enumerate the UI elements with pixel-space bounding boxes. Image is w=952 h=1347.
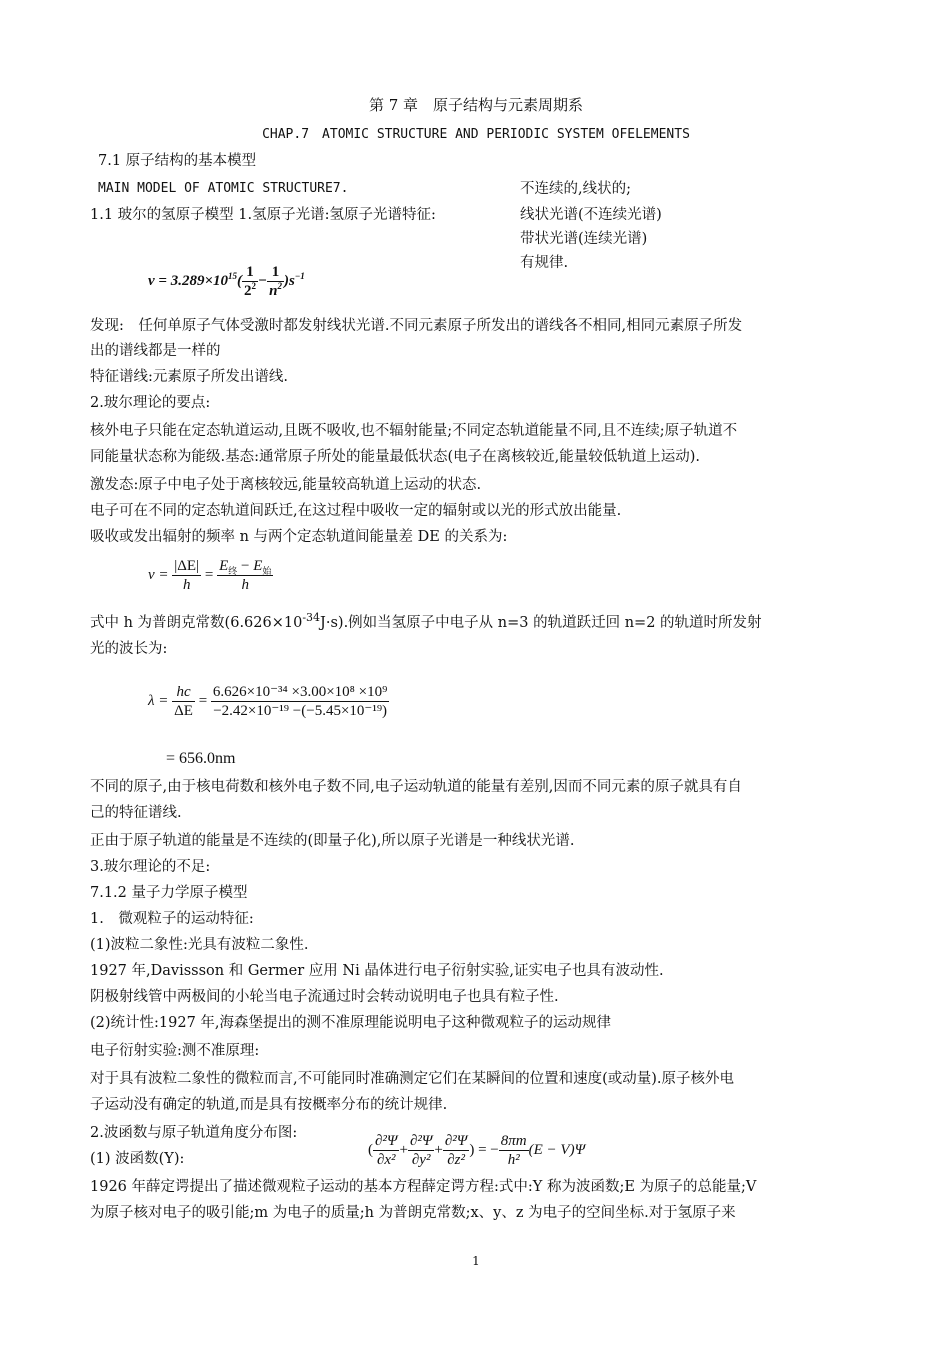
paragraph-line: 光的波长为: <box>90 641 168 657</box>
paragraph-line: 为原子核对电子的吸引能;m 为电子的质量;h 为普朗克常数;x、y、z 为电子的空间坐标.对于氢原子来 <box>90 1205 736 1221</box>
paragraph-line: (1) 波函数(Y): <box>90 1151 185 1167</box>
page-number: 1 <box>472 1254 480 1268</box>
frequency-formula: ν = $\frac{|\Delta E|}{h}$ = $\frac{E_终 - E_始}{h}$ <box>148 558 272 594</box>
paragraph-line: 不同的原子,由于核电荷数和核外电子数不同,电子运动轨道的能量有差别,因而不同元素的原子就具有自 <box>90 779 742 795</box>
paragraph-line: 2.玻尔理论的要点: <box>90 395 211 411</box>
paragraph-line: 子运动没有确定的轨道,而是具有按概率分布的统计规律. <box>90 1097 448 1113</box>
paragraph-line: 1. 微观粒子的运动特征: <box>90 911 254 927</box>
wavelength-result: = 656.0nm <box>166 750 236 767</box>
paragraph-line: 同能量状态称为能级.基态:通常原子所处的能量最低状态(电子在离核较近,能量较低轨道上运动). <box>90 449 701 465</box>
spectrum-feature: 有规律. <box>520 255 569 271</box>
paragraph-line: 3.玻尔理论的不足: <box>90 859 211 875</box>
paragraph-line: (1)波粒二象性:光具有波粒二象性. <box>90 937 309 953</box>
paragraph-line: (2)统计性:1927 年,海森堡提出的测不准原理能说明电子这种微观粒子的运动规律 <box>90 1015 612 1031</box>
paragraph-line: 吸收或发出辐射的频率 n 与两个定态轨道间能量差 DE 的关系为: <box>90 529 508 545</box>
spectrum-feature: 不连续的,线状的; <box>520 181 631 197</box>
subsection-heading: 1.1 玻尔的氢原子模型 1.氢原子光谱:氢原子光谱特征: <box>90 207 436 223</box>
paragraph-line: 激发态:原子中电子处于离核较远,能量较高轨道上运动的状态. <box>90 477 482 493</box>
rydberg-formula: $\nu = 3.289\times 10^{15}$( $\frac{1}{2^2}$ − $\frac{1}{n^2}$ )$s^{-1}$ <box>148 264 305 300</box>
paragraph-line: 1927 年,Davissson 和 Germer 应用 Ni 晶体进行电子衍射实验,证实电子也具有波动性. <box>90 963 664 979</box>
paragraph-line: 核外电子只能在定态轨道运动,且既不吸收,也不辐射能量;不同定态轨道能量不同,且不连续;原子轨道不 <box>90 423 738 439</box>
chapter-title: 第 7 章 原子结构与元素周期系 <box>368 96 584 114</box>
paragraph-line: 出的谱线都是一样的 <box>90 343 221 359</box>
paragraph-line: 2.波函数与原子轨道角度分布图: <box>90 1125 298 1141</box>
paragraph-line: 发现: 任何单原子气体受激时都发射线状光谱.不同元素原子所发出的谱线各不相同,相同元素原子所发 <box>90 318 743 334</box>
spectrum-feature: 线状光谱(不连续光谱) <box>520 207 662 223</box>
wavelength-formula: λ = $\frac{hc}{\Delta E}$ = $\frac{\text{6.626×10⁻³⁴ ×3.00×10⁸ ×10⁹}}{\text{−2.42×10⁻¹⁹ −(−5.45×10⁻¹⁹)}}$ <box>148 684 388 720</box>
paragraph-line: 阴极射线管中两极间的小轮当电子流通过时会转动说明电子也具有粒子性. <box>90 989 559 1005</box>
section-heading-en: MAIN MODEL OF ATOMIC STRUCTURE7. <box>98 181 349 196</box>
paragraph-line: 1926 年薛定谔提出了描述微观粒子运动的基本方程薛定谔方程:式中:Y 称为波函数;E 为原子的总能量;V <box>90 1179 757 1195</box>
chapter-subtitle: CHAP.7 ATOMIC STRUCTURE AND PERIODIC SYSTEM OFELEMENTS <box>262 127 690 142</box>
paragraph-line: 特征谱线:元素原子所发出谱线. <box>90 369 288 385</box>
paragraph-line: 己的特征谱线. <box>90 805 182 821</box>
paragraph-line: 电子衍射实验:测不准原理: <box>90 1043 260 1059</box>
paragraph-line: 7.1.2 量子力学原子模型 <box>90 885 248 901</box>
paragraph-line: 对于具有波粒二象性的微粒而言,不可能同时准确测定它们在某瞬间的位置和速度(或动量).原子核外电 <box>90 1071 735 1087</box>
section-heading: 7.1 原子结构的基本模型 <box>98 153 257 169</box>
paragraph-line: 式中 h 为普朗克常数$(6.626\times 10^{-34}J\cdot s)$.例如当氢原子中电子从 n=3 的轨道跃迁回 n=2 的轨道时所发射 <box>90 611 762 631</box>
schrodinger-equation: ( $\frac{\text{∂²Ψ}}{\text{∂x²}}$ + $\frac{\text{∂²Ψ}}{\text{∂y²}}$ + $\frac{\text{∂²Ψ}}{\text{∂z²}}$ ) = − $\frac{8\pi m}{\text{h²}}$ (E − V)Ψ <box>368 1133 586 1169</box>
paragraph-line: 正由于原子轨道的能量是不连续的(即量子化),所以原子光谱是一种线状光谱. <box>90 833 575 849</box>
spectrum-feature: 带状光谱(连续光谱) <box>520 231 648 247</box>
paragraph-line: 电子可在不同的定态轨道间跃迁,在这过程中吸收一定的辐射或以光的形式放出能量. <box>90 503 622 519</box>
